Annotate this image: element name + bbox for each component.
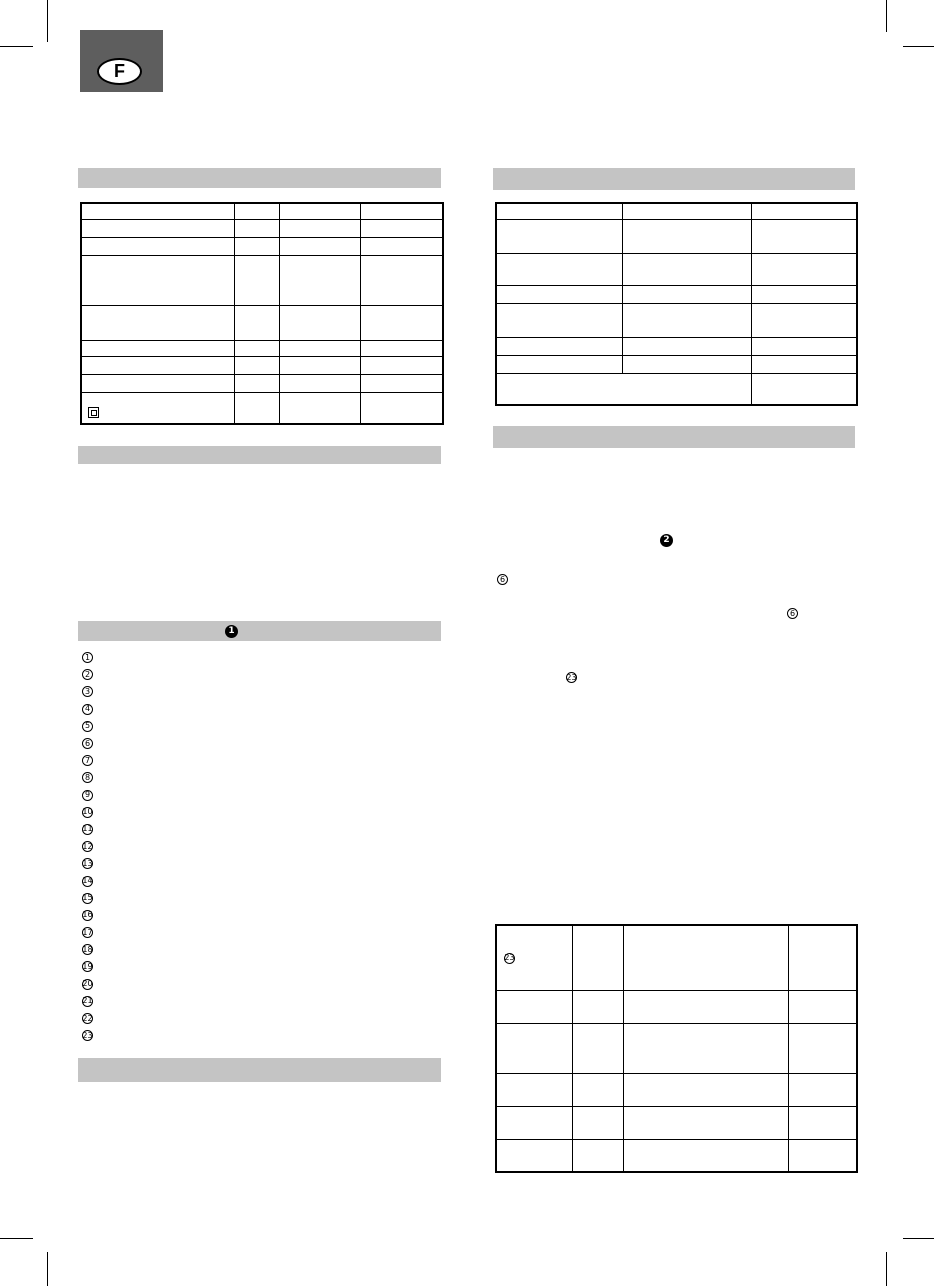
crop-mark [0, 1238, 33, 1239]
table-row [496, 925, 857, 990]
part-number-icon: 12 [82, 841, 93, 851]
section-header-parts [78, 621, 441, 641]
part-number-icon: 16 [82, 910, 93, 920]
table-row [81, 374, 443, 392]
list-item [82, 1010, 93, 1027]
table-row [81, 203, 443, 219]
part-callout-icon: 23 [504, 953, 515, 962]
list-item [82, 855, 93, 872]
section-header-right-top [493, 168, 855, 190]
list-item [82, 838, 93, 855]
part-number-icon: 11 [82, 824, 93, 834]
section-header-right-mid [493, 426, 855, 448]
crop-mark [886, 1252, 887, 1286]
crop-mark [47, 1252, 48, 1286]
part-number-icon: 22 [82, 1013, 93, 1023]
part-callout-icon: 23 [566, 672, 577, 682]
table-row [496, 1106, 857, 1139]
table-row [496, 253, 857, 285]
crop-mark [886, 0, 887, 32]
figure-number: 2 [663, 535, 670, 545]
table-row [81, 305, 443, 340]
technical-data-table [80, 202, 444, 425]
list-item [82, 976, 93, 993]
table-row [81, 219, 443, 237]
part-number-icon: 18 [82, 944, 93, 954]
part-callout-icon: 6 [787, 608, 798, 619]
double-insulation-icon [88, 407, 99, 418]
list-item [82, 683, 93, 700]
list-item [82, 872, 93, 889]
section-header-technical-data [78, 168, 441, 188]
table-row [81, 340, 443, 356]
table-row [81, 356, 443, 374]
part-number-icon: 19 [82, 961, 93, 971]
table-row [496, 203, 857, 219]
section-header-bottom-left [78, 1058, 441, 1082]
table-row [496, 1023, 857, 1073]
table-row [496, 219, 857, 253]
list-item [82, 752, 93, 769]
part-number-icon: 8 [82, 772, 93, 783]
list-item [82, 1027, 93, 1044]
table-row [496, 990, 857, 1023]
troubleshooting-table [495, 924, 858, 1173]
list-item [82, 993, 93, 1010]
language-tab [80, 30, 163, 92]
part-callout-icon: 6 [497, 574, 508, 585]
figure-callout-icon [225, 625, 238, 638]
list-item [82, 941, 93, 958]
table-row [496, 355, 857, 373]
part-number-icon: 7 [82, 755, 93, 766]
table-row [81, 237, 443, 255]
list-item [82, 958, 93, 975]
table-row [496, 373, 857, 405]
list-item [82, 735, 93, 752]
part-number-icon: 14 [82, 876, 93, 886]
table-row [81, 255, 443, 305]
list-item [82, 787, 93, 804]
part-number-icon: 21 [82, 996, 93, 1006]
list-item [82, 666, 93, 683]
table-row [81, 392, 443, 424]
list-item [82, 890, 93, 907]
part-number-icon: 20 [82, 979, 93, 989]
part-number-icon: 6 [82, 738, 93, 749]
language-label: F [114, 61, 125, 81]
table-row [496, 1073, 857, 1106]
part-number-icon: 13 [82, 858, 93, 868]
list-item [82, 821, 93, 838]
crop-mark [47, 0, 48, 42]
part-number-icon: 15 [82, 893, 93, 903]
part-number-icon: 9 [82, 790, 93, 801]
language-badge [97, 58, 142, 85]
right-data-table [495, 202, 858, 406]
part-number-icon: 5 [82, 721, 93, 732]
table-row [496, 337, 857, 355]
crop-mark [903, 46, 934, 47]
list-item [82, 718, 93, 735]
part-number-icon: 2 [82, 669, 93, 680]
part-number-icon: 23 [82, 1030, 93, 1040]
part-number-icon: 1 [82, 652, 93, 663]
section-header-intended-use [78, 446, 441, 464]
crop-mark [903, 1238, 934, 1239]
part-number-icon: 10 [82, 807, 93, 817]
list-item [82, 701, 93, 718]
list-item [82, 649, 93, 666]
parts-list [82, 649, 93, 1044]
crop-mark [0, 46, 33, 47]
list-item [82, 804, 93, 821]
list-item [82, 924, 93, 941]
part-number-icon: 3 [82, 686, 93, 697]
table-row [496, 1139, 857, 1172]
part-number-icon: 4 [82, 704, 93, 715]
list-item [82, 907, 93, 924]
figure-callout-icon [660, 534, 673, 547]
list-item [82, 769, 93, 786]
figure-number: 1 [228, 626, 235, 636]
table-row [496, 303, 857, 337]
table-row [496, 285, 857, 303]
part-number-icon: 17 [82, 927, 93, 937]
